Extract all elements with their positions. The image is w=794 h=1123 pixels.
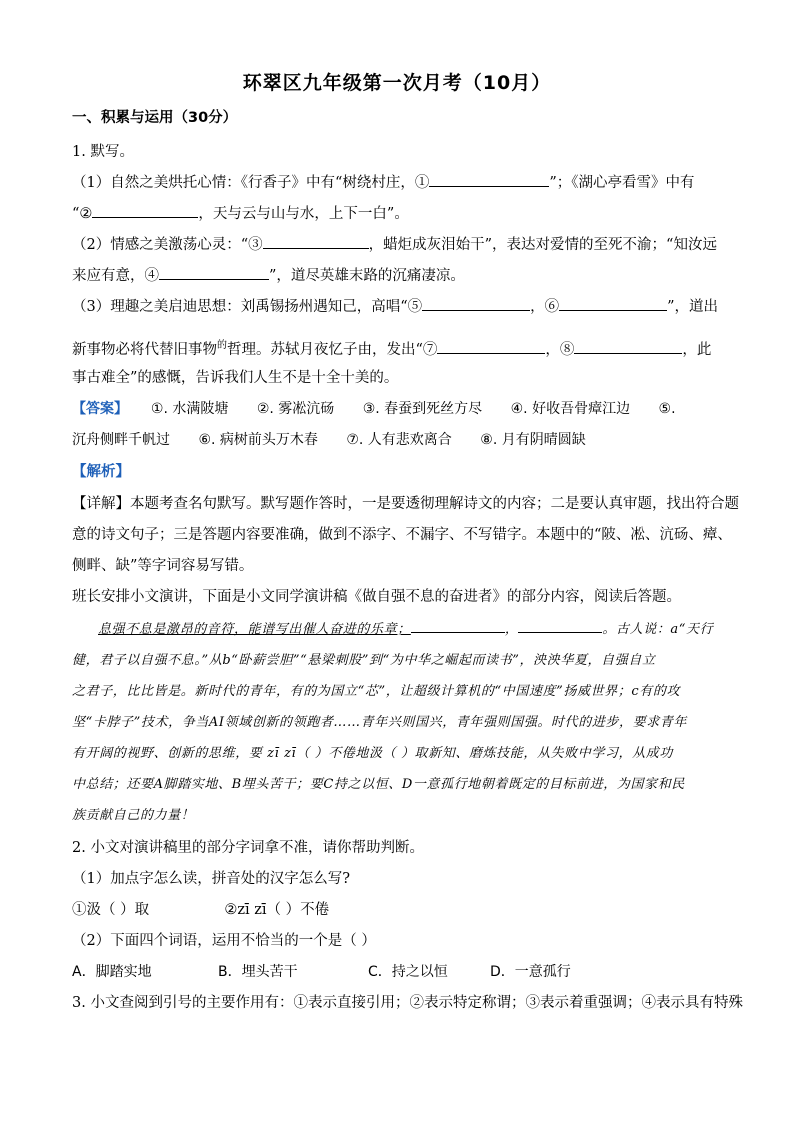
option-c[interactable]: C．持之以恒 <box>368 964 448 980</box>
speech-line: 之君子，比比皆是。新时代的青年，有的为国立“芯”，让超级计算机的“中国速度”扬威世界；c有的攻 <box>72 684 681 699</box>
speech-line: 息强不息是激昂的音符，能谱写出催人奋进的乐章； ， 。古人说：a“天行 <box>98 622 714 637</box>
analysis-line: 侧畔、缺”等字词容易写错。 <box>72 558 254 574</box>
speech-line: 族贡献自己的力量！ <box>72 808 195 823</box>
q1-part3-line2: 新事物必将代替旧事物$^的$哲理。苏轼月夜忆子由，发出“⑦ ，⑧ ，此 <box>72 340 712 358</box>
answer-item: ⑦. 人有悲欢离合 <box>346 432 452 448</box>
blank-7[interactable] <box>437 339 545 354</box>
answer-item: 沉舟侧畔千帆过 <box>72 432 170 448</box>
blank-2[interactable] <box>92 203 198 218</box>
answer-item: ④. 好收吾骨瘴江边 <box>510 401 631 417</box>
answer-item: ②. 雾凇沆砀 <box>256 401 335 417</box>
q2-sub1: （1）加点字怎么读，拼音处的汉字怎么写? <box>72 871 350 887</box>
reading-intro: 班长安排小文演讲，下面是小文同学演讲稿《做自强不息的奋进者》的部分内容，阅读后答题。 <box>72 589 681 605</box>
page-title: 环翠区九年级第一次月考（10月） <box>242 72 552 94</box>
answer-line1 <box>72 399 684 419</box>
answer-item: ⑥. 病树前头万木春 <box>198 432 318 448</box>
analysis-tag: 【解析】 <box>72 464 130 480</box>
answer-item: ⑧. 月有阴晴圆缺 <box>480 432 586 448</box>
option-a[interactable]: A．脚踏实地 <box>72 964 152 980</box>
blank-4[interactable] <box>159 265 269 280</box>
q2-answer-2[interactable]: ②zī zī（ ）不倦 <box>224 902 330 918</box>
speech-line: 健，君子以自强不息。”从b“卧薪尝胆”“悬梁刺股”到“为中华之崛起而读书”，泱泱华夏，自强自立 <box>72 653 656 668</box>
speech-line: 有开阔的视野、创新的思维，要 zī zī（ ）不倦地汲（ ）取新知、磨炼技能，从失败中学习，从成功 <box>72 746 673 761</box>
q2-sub2: （2）下面四个词语，运用不恰当的一个是（ ） <box>72 933 376 949</box>
answer-tag: 【答案】 <box>72 401 128 417</box>
q1-part3-line1: （3）理趣之美启迪思想：刘禹锡扬州遇知己，高唱“⑤ ，⑥ ”，道出 <box>72 296 718 317</box>
answer-item: ⑤. <box>658 401 676 417</box>
option-b[interactable]: B．埋头苦干 <box>218 964 298 980</box>
q1-part1-line1: （1）自然之美烘托心情：《行香子》中有“树绕村庄，① ”；《湖心亭看雪》中有 <box>72 172 695 193</box>
blank-1[interactable] <box>429 172 549 187</box>
analysis-line: 【详解】本题考查名句默写。默写题作答时，一是要透彻理解诗文的内容；二是要认真审题，找出符合题 <box>72 496 739 512</box>
option-d[interactable]: D．一意孤行 <box>490 964 571 980</box>
q2-options <box>72 962 571 982</box>
speech-line: 中总结；还要A脚踏实地、B埋头苦干；要C持之以恒、D一意孤行地朝着既定的目标前进，为国家和民 <box>72 777 685 792</box>
blank-8[interactable] <box>574 339 682 354</box>
q1-part3-line3: 事古难全”的感慨，告诉我们人生不是十全十美的。 <box>72 370 399 386</box>
speech-line: 坚“卡脖子”技术，争当AI领域创新的领跑者……青年兴则国兴，青年强则国强。时代的进步，要求青年 <box>72 715 688 730</box>
blank-3[interactable] <box>263 234 369 249</box>
analysis-line: 意的诗文句子；三是答题内容要准确，做到不添字、不漏字、不写错字。本题中的“陂、凇、沆砀、瘴、 <box>72 527 732 543</box>
question-3-heading: 3. 小文查阅到引号的主要作用有：①表示直接引用；②表示特定称谓；③表示着重强调；④表示具有特殊 <box>72 995 743 1011</box>
question-1-heading: 1. 默写。 <box>72 144 134 160</box>
q1-part1-line2: “② ，天与云与山与水，上下一白”。 <box>72 203 409 224</box>
q2-answer-1[interactable]: ①汲（ ）取 <box>72 902 150 918</box>
blank-6[interactable] <box>559 296 667 311</box>
blank-5[interactable] <box>422 296 530 311</box>
q2-sub1-answers <box>72 900 329 920</box>
answer-item: ①. 水满陂塘 <box>150 401 229 417</box>
speech-blank-2[interactable] <box>518 620 602 633</box>
speech-blank-1[interactable] <box>411 620 505 633</box>
section-heading: 一、积累与运用（30分） <box>72 110 238 126</box>
question-2-heading: 2. 小文对演讲稿里的部分字词拿不准，请你帮助判断。 <box>72 840 424 856</box>
answer-line2 <box>72 430 594 450</box>
q1-part2-line2: 来应有意，④ ”，道尽英雄末路的沉痛凄凉。 <box>72 265 465 286</box>
answer-item: ③. 春蚕到死丝方尽 <box>362 401 483 417</box>
q1-part2-line1: （2）情感之美激荡心灵：“③ ，蜡炬成灰泪始干”，表达对爱情的至死不渝；“知汝远 <box>72 234 717 255</box>
